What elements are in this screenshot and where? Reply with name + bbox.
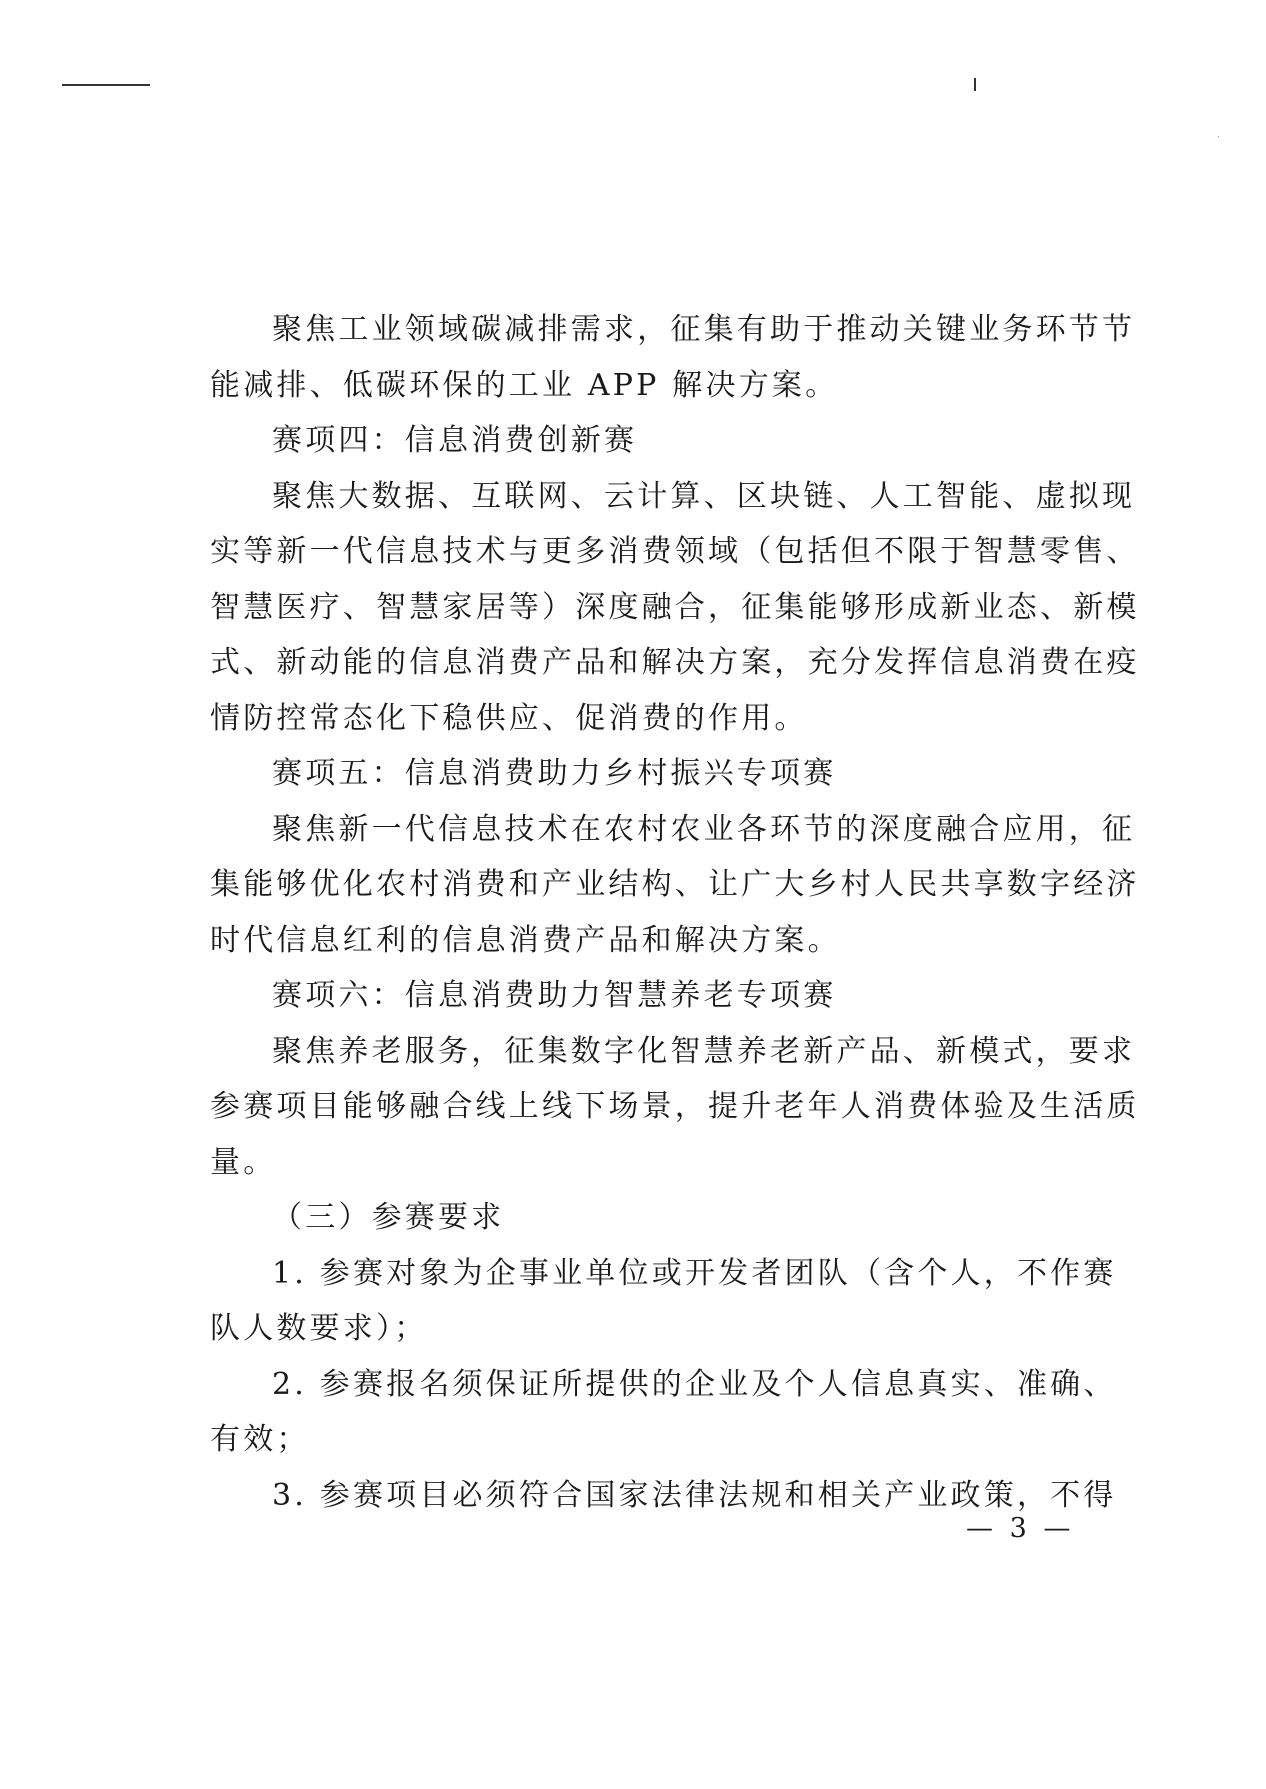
body-text: [210, 302, 1140, 1523]
paragraph-line: 时代信息红利的信息消费产品和解决方案。: [210, 922, 841, 958]
paragraph-line: 聚焦养老服务，征集数字化智慧养老新产品、新模式，要求: [272, 1033, 1136, 1069]
paragraph-line: 参赛项目能够融合线上线下场景，提升老年人消费体验及生活质: [210, 1089, 1140, 1124]
section-heading: 赛项五：信息消费助力乡村振兴专项赛: [272, 756, 837, 791]
page-number: — 3 —: [966, 1513, 1075, 1544]
list-item-line: 3. 参赛项目必须符合国家法律法规和相关产业政策，不得: [272, 1477, 1117, 1513]
paragraph-line: 智慧医疗、智慧家居等）深度融合，征集能够形成新业态、新模: [210, 589, 1140, 625]
section-heading: （三）参赛要求: [272, 1200, 505, 1235]
paragraph-line: 聚焦新一代信息技术在农村农业各环节的深度融合应用，征: [272, 811, 1136, 847]
list-item-line: 有效；: [210, 1422, 310, 1457]
list-item-line: 1. 参赛对象为企事业单位或开发者团队（含个人，不作赛: [272, 1255, 1117, 1291]
paragraph-line: 实等新一代信息技术与更多消费领域（包括但不限于智慧零售、: [210, 534, 1140, 569]
paragraph-line: 集能够优化农村消费和产业结构、让广大乡村人民共享数字经济: [210, 867, 1140, 902]
section-heading: 赛项六：信息消费助力智慧养老专项赛: [272, 978, 837, 1013]
scan-artifact-tick: [974, 78, 976, 91]
list-item-line: 2. 参赛报名须保证所提供的企业及个人信息真实、准确、: [272, 1366, 1117, 1402]
paragraph-line: 聚焦大数据、互联网、云计算、区块链、人工智能、虚拟现: [272, 478, 1136, 514]
section-heading: 赛项四：信息消费创新赛: [272, 423, 638, 458]
list-item-line: 队人数要求）；: [210, 1311, 428, 1346]
paragraph-line: 式、新动能的信息消费产品和解决方案，充分发挥信息消费在疫: [210, 645, 1140, 680]
scan-artifact-dot: [1218, 136, 1219, 137]
paragraph-line: 聚焦工业领域碳减排需求，征集有助于推动关键业务环节节: [272, 312, 1136, 347]
paragraph-line: 能减排、低碳环保的工业 APP 解决方案。: [210, 367, 839, 403]
scan-artifact-line: [62, 84, 150, 86]
paragraph-line: 情防控常态化下稳供应、促消费的作用。: [210, 700, 808, 736]
paragraph-line: 量。: [210, 1144, 277, 1180]
